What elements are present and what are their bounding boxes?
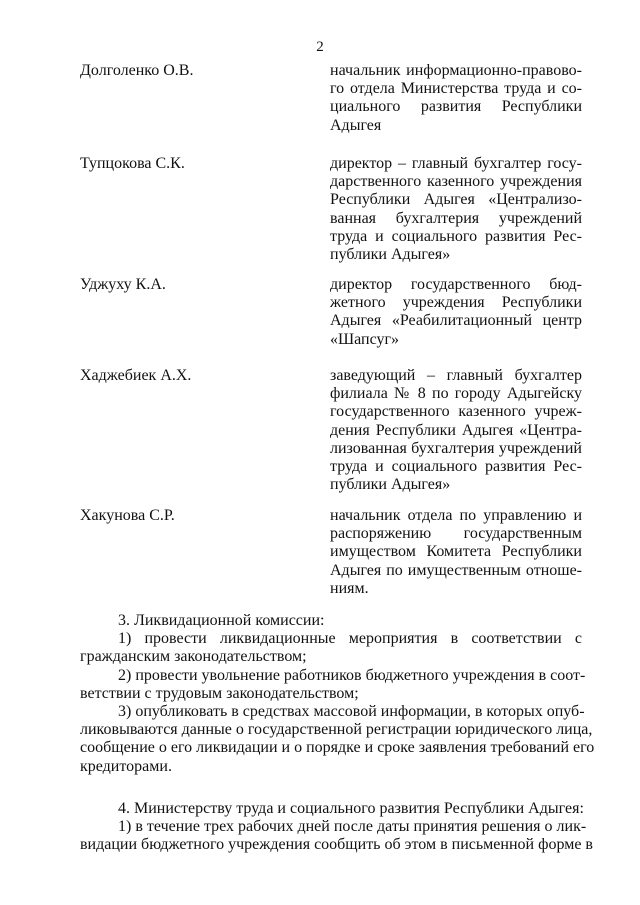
- member-position-line: го отдела Министерства труда и со-: [330, 80, 582, 98]
- member-position-line: «Шапсуг»: [330, 330, 400, 348]
- paragraph-line: 1) провести ликвидационные мероприятия в соответствии с: [118, 630, 582, 648]
- member-position-line: лизованная бухгалтерия учреждений: [330, 439, 582, 457]
- member-position-line: жетного учреждения Республики: [330, 294, 582, 312]
- paragraph-line: 3) опубликовать в средствах массовой информации, в которых опуб-: [118, 702, 585, 720]
- member-position-line: филиала № 8 по городу Адыгейску: [330, 385, 582, 403]
- member-position-line: публики Адыгея»: [330, 476, 451, 494]
- section-3: [80, 612, 595, 776]
- section-heading: 4. Министерству труда и социального развития Республики Адыгея:: [118, 800, 584, 817]
- member-position-line: дарственного казенного учреждения: [330, 173, 582, 191]
- member-name: Уджуху К.А.: [80, 276, 166, 293]
- paragraph-line: гражданским законодательством;: [80, 648, 307, 666]
- paragraph-line: ликовываются данные о государственной регистрации юридического лица,: [80, 721, 593, 739]
- member-position-line: Адыгея по имущественным отноше-: [330, 561, 582, 579]
- section-4: [80, 800, 593, 855]
- member-position-line: заведующий – главный бухгалтер: [330, 367, 582, 384]
- paragraph-line: ветствии с трудовым законодательством;: [80, 684, 359, 702]
- member-position-line: начальник информационно-правово-: [330, 62, 582, 79]
- member-position-line: ванная бухгалтерия учреждений: [330, 209, 582, 227]
- paragraph-line: кредиторами.: [80, 757, 172, 775]
- member-position-line: Адыгея: [330, 116, 382, 134]
- member-name: Тупцокова С.К.: [80, 155, 185, 172]
- member-position-line: ниям.: [330, 579, 369, 597]
- member-position: [330, 155, 582, 264]
- member-position-line: Адыгея «Реабилитационный центр: [330, 312, 582, 330]
- member-position-line: директор – главный бухгалтер госу-: [330, 155, 582, 172]
- member-position-line: имуществом Комитета Республики: [330, 543, 582, 561]
- page-number: 2: [316, 39, 324, 55]
- section-heading: 3. Ликвидационной комиссии:: [118, 612, 325, 629]
- member-position: [330, 367, 582, 494]
- member-name: Долголенко О.В.: [80, 62, 194, 79]
- member-position-line: труда и социального развития Рес-: [330, 457, 582, 475]
- member-position-line: циального развития Республики: [330, 98, 582, 116]
- section-item: [80, 818, 593, 854]
- member-position-line: распоряжению государственным: [330, 525, 582, 543]
- member-position-line: публики Адыгея»: [330, 245, 451, 263]
- member-position-line: директор государственного бюд-: [330, 276, 582, 293]
- paragraph-line: сообщение о его ликвидации и о порядке и сроке заявления требований его: [80, 739, 595, 757]
- member-position: [330, 62, 582, 135]
- member-position-line: труда и социального развития Рес-: [330, 227, 582, 245]
- member-entry: [80, 62, 582, 155]
- member-entry: [80, 507, 582, 599]
- member-name: Хакунова С.Р.: [80, 507, 175, 524]
- member-name: Хаджебиек А.Х.: [80, 367, 192, 384]
- member-position-line: начальник отдела по управлению и: [330, 507, 582, 524]
- member-position: [330, 276, 582, 349]
- paragraph-line: 1) в течение трех рабочих дней после даты принятия решения о лик-: [118, 818, 587, 836]
- paragraph-line: 2) провести увольнение работников бюджетного учреждения в соот-: [118, 666, 586, 684]
- member-entry: [80, 155, 582, 276]
- member-position-line: Республики Адыгея «Централизо-: [330, 191, 582, 209]
- member-entry: [80, 276, 582, 367]
- section-item: [80, 630, 582, 666]
- commission-members-list: [80, 62, 582, 599]
- member-position: [330, 507, 582, 598]
- member-entry: [80, 367, 582, 507]
- member-position-line: дения Республики Адыгея «Центра-: [330, 421, 582, 439]
- paragraph-line: видации бюджетного учреждения сообщить об этом в письменной форме в: [80, 836, 593, 854]
- member-position-line: государственного казенного учреж-: [330, 403, 582, 421]
- section-item: [80, 666, 586, 703]
- section-item: [80, 702, 595, 776]
